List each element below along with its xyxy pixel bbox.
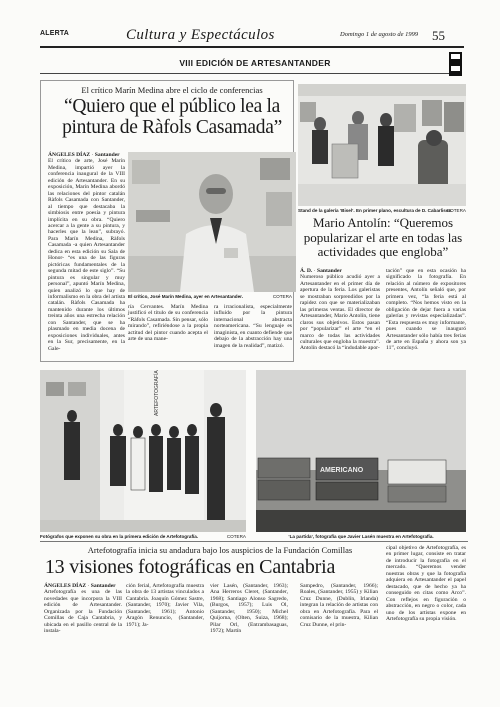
article-1-column-1: ÁNGELES DÍAZ · Santander El crítico de arte, José Marín Medina, impartió ayer la conferencia inaugural de la VIII edición de Artesantander. En su exposición, Marín Medina abordó las relaciones del pintor catalán Ràfols Casamada con Santander, al tiempo que destacaba la simbiosis entre poesía y pintura implícita en su obra. “Quiero acercar a la gente a su pintura, y hacerles que la lean”, subrayó. Para Marín Medina, Ràfols Casamada -a quien Artesantander dedica en esta edición su Sala de Honor- “es una de las figuras pictóricas fundamentales de la segunda mitad de este siglo”. “Su pintura es singular y muy personal”, apuntó Marín Medina, quien analizó lo que hay de informalismo en la obra del artista catalán. Ràfols Casamada ha mantenido durante los últimos treinta años una estrecha relación con Santander, que se ha plasmado en media docena de exposiciones individuales, antes en la Sur, precisamente, en la Gale- xyxy=(48,152,125,352)
article-3-column-3: vier Lasén, (Santander, 1963); Ana Herreros Cleret, (Santander, 1968); Santiago Alonso Sagredo, (Burgos, 1957); Luis Ol, (Santander, 1950); Michel Quijorna, (Olten, Suiza, 1968); Pilar Orl, (Entrambasaguas, 1972); Martín xyxy=(210,583,288,635)
column-text: Numeroso público acudió ayer a Artesantander en el primer día de apertura de la feria. Los galeristas se mostraban sorprendidos por la rapidez con que se materializaban las primeras ventas. El director de Artesantander, Mario Antolín, tiene claros sus objetivos. Estos pasan por “popularizar” el arte “en el marco de todas las actividades culturales que engloba la muestra”. Antolín destacó la “indudable apor- xyxy=(300,274,380,352)
fair-logo xyxy=(449,52,462,76)
la-partida-graphic xyxy=(256,370,466,532)
byline-author: ÁNGELES DÍAZ xyxy=(48,152,91,158)
article-3-kicker: Artefotografía inicia su andadura bajo los auspicios de la Fundación Comillas xyxy=(87,545,353,555)
masthead-brand: ALERTA xyxy=(40,30,70,37)
header-rule xyxy=(40,46,464,48)
photo-credit: COTERA xyxy=(446,208,466,213)
article-1-photo-caption xyxy=(128,294,296,299)
byline-place: Santander xyxy=(316,268,342,274)
byline-place: Santander xyxy=(90,583,116,589)
article-1-column-3: ra irracionalista, especialmente influido por la pintura internacional abstracta norteamericana. “Su lenguaje es imaginista, en cuanto defiende que debajo de la abstracción hay una imagen de la realidad”, matizó. xyxy=(214,304,292,349)
la-partida-caption: ‘La partida’, fotografía que Javier Lasén muestra en Artefotografía. xyxy=(288,534,434,539)
article-3-rule xyxy=(40,541,468,542)
article-1-headline: “Quiero que el público lea la pintura de Ràfols Casamada” xyxy=(62,96,282,138)
column-text: El crítico de arte, José Marín Medina, impartió ayer la conferencia inaugural de la VIII edición de Artesantander. En su exposición, Marín Medina abordó las relaciones del pintor catalán Ràfols Casamada con Santander, al tiempo que destacaba la simbiosis entre poesía y pintura implícita en su obra. “Quiero acercar a la gente a su pintura, y hacerles que la lean”, subrayó. Para Marín Medina, Ràfols Casamada -a quien Artesantander dedica en esta edición su Sala de Honor- “es una de las figuras pictóricas fundamentales de la segunda mitad de este siglo”. “Su pintura es singular y muy personal”, apuntó Marín Medina, quien analizó lo que hay de informalismo en la obra del artista catalán. Ràfols Casamada ha mantenido durante los últimos treinta años una estrecha relación con Santander, que se ha plasmado en media docena de exposiciones individuales, antes en la Sur, precisamente, en la Gale- xyxy=(48,158,125,352)
article-3-column-2: ción ferial, Artefotografía muestra la obra de 13 artistas vinculados a Cantabria. Joaquín Gómez Sastre, (Santander, 1970); Javier Vila, (Santander, 1961); Antonio Aragón Renuncio, (Santander, 1971); Ja- xyxy=(126,583,204,628)
article-3-column-5: cipal objetivo de Artefotografía, es en primer lugar, consiste en tratar de introducir la fotografía en el mercado. “Queremos vender nuestras obras y que la fotografía adquiera en Artesantander el papel destacado, que de hecho ya ha conseguido en citas como Arco”. Con reflejos en figuración o abstracción, en negro o color, cada uno de los artistas expone en Artefotografía su propia visión. xyxy=(386,545,466,622)
gallery-stand-graphic xyxy=(298,84,466,206)
edition-rule xyxy=(40,73,450,74)
americano-sign: AMERICANO xyxy=(320,467,364,474)
photo-credit: COTERA xyxy=(272,294,292,299)
issue-date: Domingo 1 de agosto de 1999 xyxy=(340,31,419,38)
article-3-headline: 13 visiones fotográficas en Cantabria xyxy=(44,556,336,578)
caption-text: Fotógrafos que exponen su obra en la primera edición de Artefotografía. xyxy=(40,534,199,539)
article-2-photo xyxy=(298,84,466,206)
article-1-photo xyxy=(128,152,296,292)
article-3-column-4: Sampedro, (Santander, 1966); Roales, (Santander, 1955) y Kilian Cruz Dunne, (Dublín, Irlanda) integran la relación de artistas con obra en Artefotografía. Para el comisario de la muestra, Kilian Cruz Dunne, el prin- xyxy=(300,583,378,628)
byline-author: ÁNGELES DÍAZ xyxy=(44,583,87,589)
photo-credit: COTERA xyxy=(226,534,246,539)
artefotografia-sign: ARTEFOTOGRAFÍA xyxy=(154,370,160,416)
article-2-photo-caption xyxy=(298,208,466,213)
photographers-group-photo xyxy=(40,370,246,532)
caption-text: El crítico, José Marín Medina, ayer en Artesantander. xyxy=(128,294,243,299)
article-2-column-1: Á. D. · Santander Numeroso público acudió ayer a Artesantander en el primer día de apertura de la feria. Los galeristas se mostraban sorprendidos por la rapidez con que se materializaban las primeras ventas. El director de Artesantander, Mario Antolín, tiene claros sus objetivos. Estos pasan por “popularizar” el arte “en el marco de todas las actividades culturales que engloba la muestra”. Antolín destacó la “indudable apor- xyxy=(300,268,380,352)
group-photo-caption xyxy=(40,534,246,539)
la-partida-photo xyxy=(256,370,466,532)
critic-portrait-graphic xyxy=(128,152,296,292)
caption-text: Stand de la galería ‘Bisel’. En primer plano, escultura de D. Cabarlisos. xyxy=(298,208,453,213)
column-text: Artefotografía es una de las novedades que incorpora la VIII edición de Artesantander. Organizada por la Fundación Comillas de Caja Cantabria, y ubicada en el pasillo central de la instala- xyxy=(44,589,122,635)
section-title: Cultura y Espectáculos xyxy=(126,27,275,43)
article-1-column-2: ría Cervantes. Marín Medina justificó el título de su conferencia “Ràfols Casamada. Sin pensar, sólo mirando”, refiriéndose a la propia actitud del pintor cuando acepta el arte de una mane- xyxy=(128,304,208,343)
article-3-column-1: ÁNGELES DÍAZ · Santander Artefotografía es una de las novedades que incorpora la VIII edición de Artesantander. Organizada por la Fundación Comillas de Caja Cantabria, y ubicada en el pasillo central de la instala- xyxy=(44,583,122,635)
article-2-column-2: tación” que en esta ocasión ha significado la fotografía. En relación al número de expositores presentes, Antolín señaló que, por primera vez, “la feria está al completo. “Nos hemos visto en la obligación de dejar fuera a varias galerías y revistas especializadas”. “Esta respuesta es muy informante, pues cuando se inauguró Artesantander sólo había tres ferias de arte en España y ahora son ya 11”, concluyó. xyxy=(386,268,466,352)
byline-author: Á. D. xyxy=(300,268,313,274)
article-1-kicker: El crítico Marín Medina abre el ciclo de conferencias xyxy=(81,85,263,95)
article-2-headline: Mario Antolín: “Queremos popularizar el arte en todas las actividades que engloba” xyxy=(303,215,463,259)
page-number: 55 xyxy=(432,28,445,43)
byline-place: Santander xyxy=(94,152,120,158)
edition-banner: VIII EDICIÓN DE ARTESANTANDER xyxy=(179,58,331,68)
group-photo-graphic xyxy=(40,370,246,532)
